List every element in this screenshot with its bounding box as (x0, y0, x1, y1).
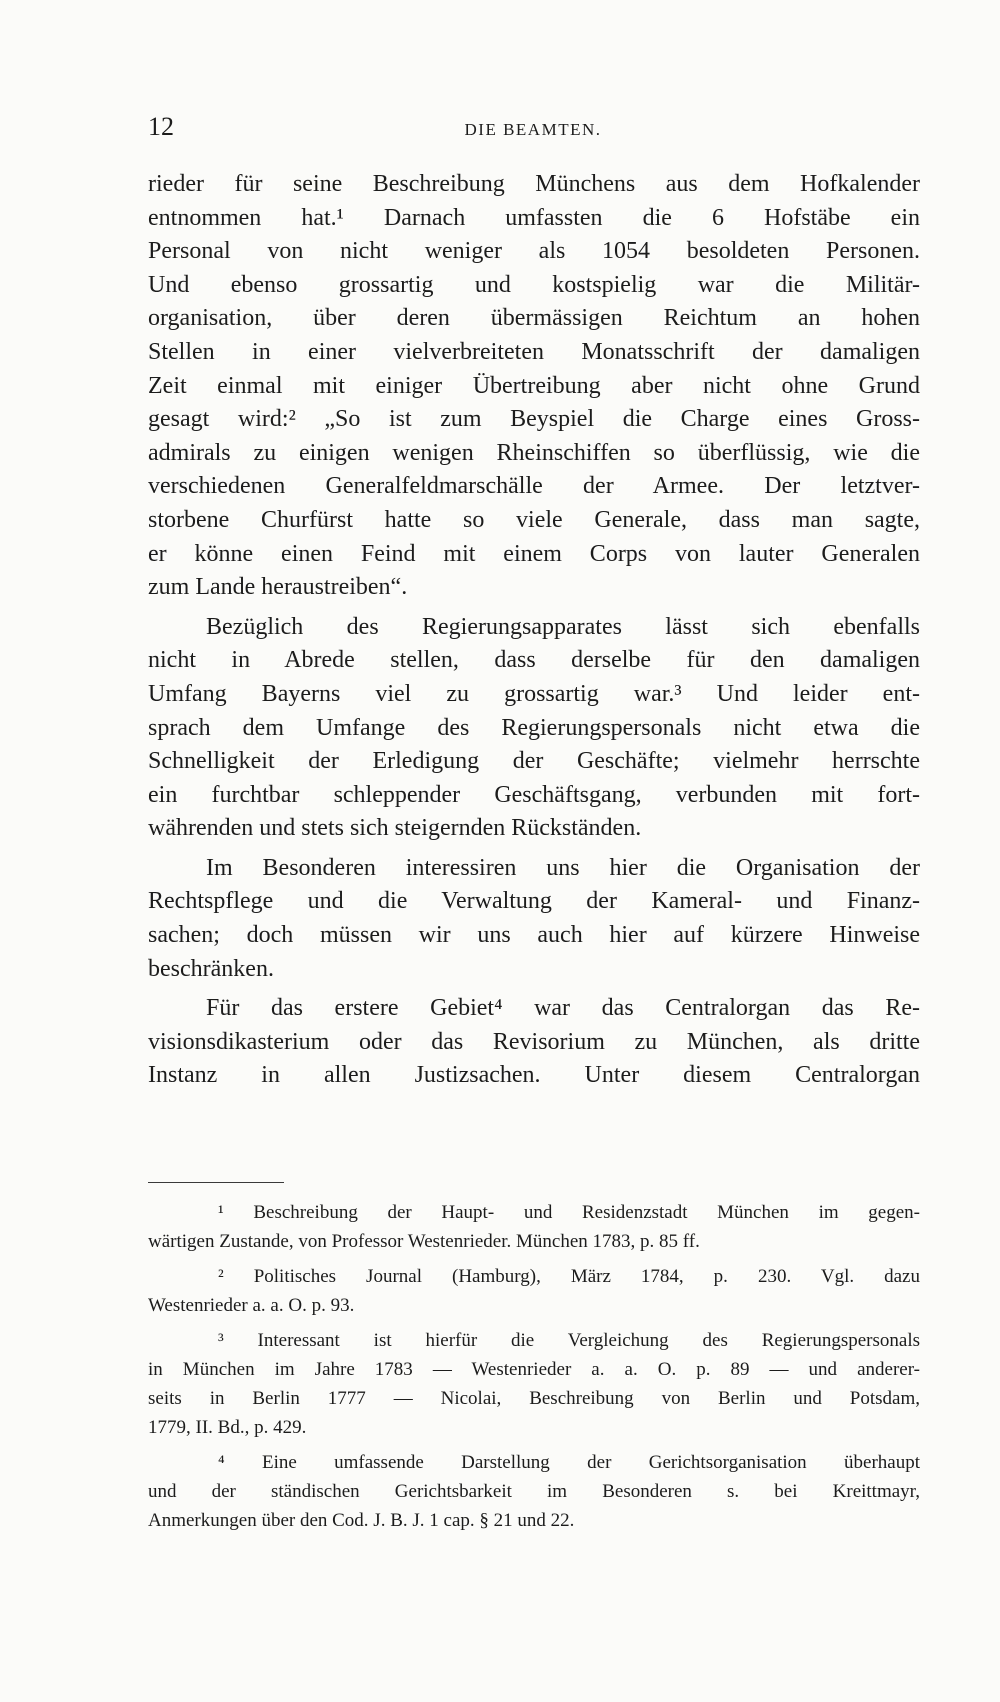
text-line: visionsdikasterium oder das Revisorium zu München, als dritte (148, 1028, 920, 1055)
text-line: er könne einen Feind mit einem Corps von lauter Generalen (148, 540, 920, 567)
text-line: ein furchtbar schleppender Geschäftsgang, verbunden mit fort- (148, 781, 920, 808)
text-line: Bezüglich des Regierungsapparates lässt sich ebenfalls (206, 613, 920, 640)
footnote-line: ⁴ Eine umfassende Darstellung der Gerichtsorganisation überhaupt (218, 1452, 920, 1473)
footnote-line: seits in Berlin 1777 — Nicolai, Beschreibung von Berlin und Potsdam, (148, 1388, 920, 1409)
text-line: zum Lande heraustreiben“. (148, 574, 408, 601)
footnote-line: wärtigen Zustande, von Professor Westenrieder. München 1783, p. 85 ff. (148, 1231, 700, 1252)
text-line: rieder für seine Beschreibung Münchens aus dem Hofkalender (148, 171, 920, 197)
footnote-line: 1779, II. Bd., p. 429. (148, 1417, 307, 1438)
footnote-line: Westenrieder a. a. O. p. 93. (148, 1295, 355, 1316)
text-line: Umfang Bayerns viel zu grossartig war.³ Und leider ent- (148, 680, 920, 707)
text-line: sprach dem Umfange des Regierungspersonals nicht etwa die (148, 714, 920, 741)
page-number: 12 (148, 112, 174, 141)
footnote-line: ¹ Beschreibung der Haupt- und Residenzstadt München im gegen- (218, 1202, 920, 1223)
text-line: Und ebenso grossartig und kostspielig war die Militär- (148, 271, 920, 298)
footnote-line: in München im Jahre 1783 — Westenrieder a. a. O. p. 89 — und anderer- (148, 1359, 920, 1380)
text-line: organisation, über deren übermässigen Reichtum an hohen (148, 305, 920, 332)
footnote-line: und der ständischen Gerichtsbarkeit im Besonderen s. bei Kreittmayr, (148, 1481, 920, 1502)
running-head: DIE BEAMTEN. (464, 120, 602, 139)
page-header (148, 112, 918, 152)
footnote-rule (148, 1182, 284, 1183)
text-line: Personal von nicht weniger als 1054 besoldeten Personen. (148, 238, 920, 265)
text-line: Rechtspflege und die Verwaltung der Kameral- und Finanz- (148, 888, 920, 915)
text-line: entnommen hat.¹ Darnach umfassten die 6 Hofstäbe ein (148, 204, 920, 231)
text-line: verschiedenen Generalfeldmarschälle der Armee. Der letztver- (148, 473, 920, 500)
text-line: gesagt wird:² „So ist zum Beyspiel die Charge eines Gross- (148, 406, 920, 433)
text-line: Schnelligkeit der Erledigung der Geschäfte; vielmehr herrschte (148, 748, 920, 775)
text-line: sachen; doch müssen wir uns auch hier auf kürzere Hinweise (148, 922, 920, 949)
text-line: beschränken. (148, 955, 274, 982)
text-line: währenden und stets sich steigernden Rückständen. (148, 815, 642, 842)
text-line: Instanz in allen Justizsachen. Unter diesem Centralorgan (148, 1062, 920, 1089)
text-line: Für das erstere Gebiet⁴ war das Centralorgan das Re- (206, 995, 920, 1022)
footnote-line: Anmerkungen über den Cod. J. B. J. 1 cap. § 21 und 22. (148, 1510, 575, 1531)
text-line: Im Besonderen interessiren uns hier die Organisation der (206, 854, 920, 881)
footnotes (148, 1198, 920, 1535)
footnote-line: ³ Interessant ist hierfür die Vergleichung des Regierungspersonals (218, 1330, 920, 1351)
body-text (148, 168, 920, 1093)
text-line: admirals zu einigen wenigen Rheinschiffen so überflüssig, wie die (148, 439, 920, 466)
text-line: nicht in Abrede stellen, dass derselbe für den damaligen (148, 647, 920, 674)
text-line: Zeit einmal mit einiger Übertreibung aber nicht ohne Grund (148, 372, 920, 399)
text-line: Stellen in einer vielverbreiteten Monatsschrift der damaligen (148, 338, 920, 365)
footnote-line: ² Politisches Journal (Hamburg), März 1784, p. 230. Vgl. dazu (218, 1266, 920, 1287)
text-line: storbene Churfürst hatte so viele Generale, dass man sagte, (148, 506, 920, 533)
